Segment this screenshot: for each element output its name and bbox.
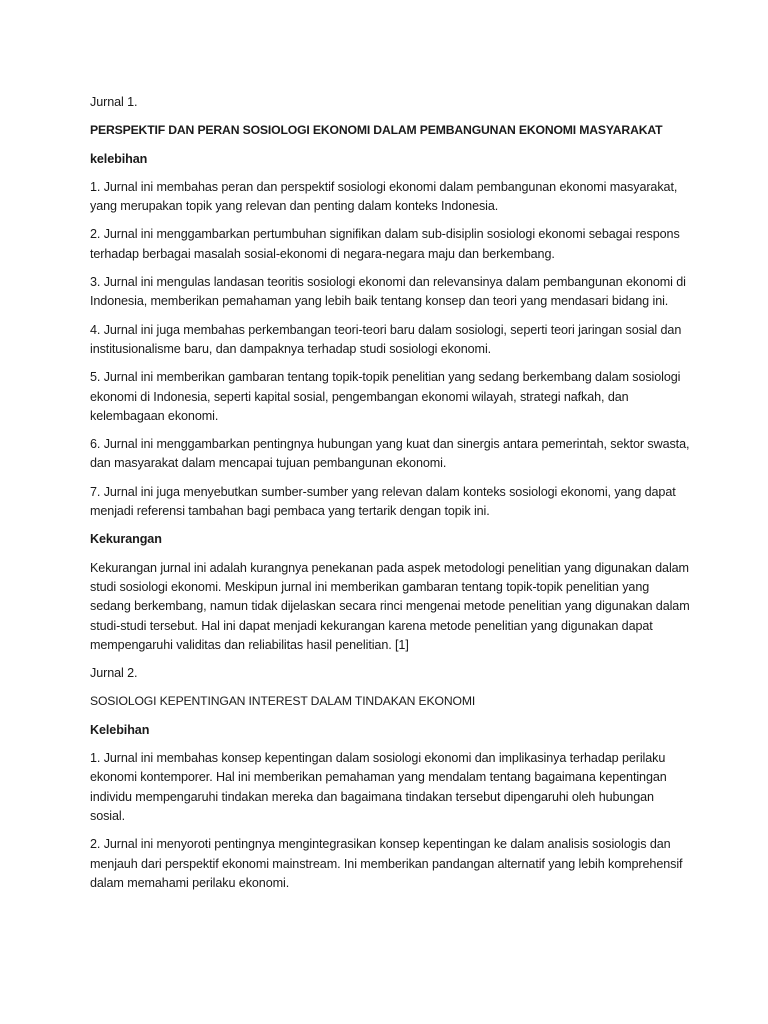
journal1-strengths-heading: kelebihan: [90, 151, 148, 166]
journal2-strengths-heading: Kelebihan: [90, 722, 150, 737]
journal1-strength-5: 5. Jurnal ini memberikan gambaran tentang topik-topik penelitian yang sedang berkembang dalam sosiologi ekonomi di Indonesia, seperti kapital sosial, pengembangan ekonomi wilayah, strategi nafkah, dan kelembagaan ekonomi.: [90, 370, 681, 423]
journal1-strength-3: 3. Jurnal ini mengulas landasan teoritis sosiologi ekonomi dan relevansinya dalam pembangunan ekonomi di Indonesia, memberikan pemahaman yang lebih baik tentang konsep dan teori yang mendasari bidang ini.: [90, 275, 686, 309]
journal1-label: Jurnal 1.: [90, 95, 138, 109]
journal1-weaknesses-heading: Kekurangan: [90, 532, 162, 547]
journal2-title: SOSIOLOGI KEPENTINGAN INTEREST DALAM TINDAKAN EKONOMI: [90, 694, 476, 709]
journal1-strength-2: 2. Jurnal ini menggambarkan pertumbuhan signifikan dalam sub-disiplin sosiologi ekonomi sebagai respons terhadap berbagai masalah sosial-ekonomi di negara-negara maju dan berkembang.: [90, 227, 680, 261]
journal1-weaknesses-text: Kekurangan jurnal ini adalah kurangnya penekanan pada aspek metodologi penelitian yang digunakan dalam studi sosiologi ekonomi. Meskipun jurnal ini memberikan gambaran tentang topik-topik penelitian yang sedang berkembang, namun tidak dijelaskan secara rinci mengenai metode penelitian yang digunakan dalam studi-studi tersebut. Hal ini dapat menjadi kekurangan karena metode penelitian yang digunakan dapat mempengaruhi validitas dan reliabilitas hasil penelitian. [1]: [90, 560, 690, 652]
journal2-strength-1: 1. Jurnal ini membahas konsep kepentingan dalam sosiologi ekonomi dan implikasinya terhadap perilaku ekonomi kontemporer. Hal ini memberikan pemahaman yang mendalam tentang bagaimana kepentingan individu mempengaruhi tindakan mereka dan bagaimana tindakan tersebut dipengaruhi oleh hubungan sosial.: [90, 751, 667, 823]
journal1-strength-6: 6. Jurnal ini menggambarkan pentingnya hubungan yang kuat dan sinergis antara pemerintah, sektor swasta, dan masyarakat dalam mencapai tujuan pembangunan ekonomi.: [90, 437, 690, 471]
journal1-title: PERSPEKTIF DAN PERAN SOSIOLOGI EKONOMI DALAM PEMBANGUNAN EKONOMI MASYARAKAT: [90, 123, 663, 138]
document-page: [90, 93, 690, 902]
journal2-strength-2: 2. Jurnal ini menyoroti pentingnya mengintegrasikan konsep kepentingan ke dalam analisis sosiologis dan menjauh dari perspektif ekonomi mainstream. Ini memberikan pandangan alternatif yang lebih komprehensif dalam memahami perilaku ekonomi.: [90, 837, 683, 890]
journal2-label: Jurnal 2.: [90, 666, 138, 681]
journal1-strength-4: 4. Jurnal ini juga membahas perkembangan teori-teori baru dalam sosiologi, seperti teori jaringan sosial dan institusionalisme baru, dan dampaknya terhadap studi sosiologi ekonomi.: [90, 322, 682, 356]
journal1-strength-7: 7. Jurnal ini juga menyebutkan sumber-sumber yang relevan dalam konteks sosiologi ekonomi, yang dapat menjadi referensi tambahan bagi pembaca yang tertarik dengan topik ini.: [90, 484, 676, 519]
journal1-strength-1: 1. Jurnal ini membahas peran dan perspektif sosiologi ekonomi dalam pembangunan ekonomi masyarakat, yang merupakan topik yang relevan dan penting dalam konteks Indonesia.: [90, 179, 678, 214]
